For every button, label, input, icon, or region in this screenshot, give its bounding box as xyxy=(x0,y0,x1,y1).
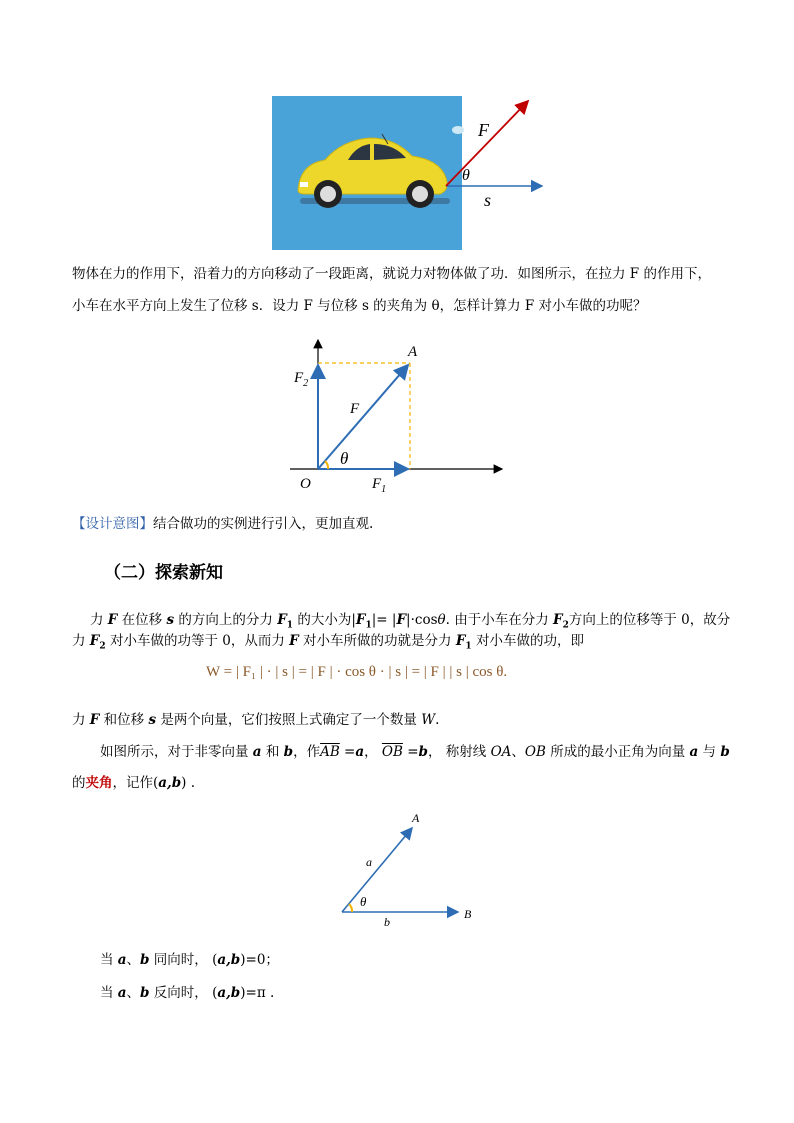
displacement-label: s xyxy=(484,190,492,210)
opposite-direction-case: 当 a、b 反向时， (a,b)=π . xyxy=(100,985,275,1001)
force-decomposition-figure xyxy=(288,338,508,500)
intro-line-1: 物体在力的作用下，沿着力的方向移动了一段距离，就说力对物体做了功．如图所示，在拉力 F 的作用下， xyxy=(72,266,711,282)
f-label: F xyxy=(350,401,360,417)
explore-line-1: 力 F 在位移 s 的方向上的分力 $F_1$ 的大小为$|F_1|= |F|\cdot\cos\theta$. 由于小车在分力 $F_2$方向上的位移等于 0，故分 xyxy=(90,612,731,631)
vector-a xyxy=(342,828,412,912)
explore-line-2: 力 $F_2$ 对小车做的功等于 0，从而力 F 对小车所做的功就是分力 $F_1$ 对小车做的功，即 xyxy=(72,633,584,652)
f1-label: $F_1$ xyxy=(372,476,387,495)
same-direction-case: 当 a、b 同向时， (a,b)=0； xyxy=(100,952,279,968)
theta-label: θ xyxy=(360,894,367,909)
vector-quantity-line: 力 F 和位移 s 是两个向量，它们按照上式确定了一个数量 W. xyxy=(72,712,440,728)
intro-line-2: 小车在水平方向上发生了位移 s．设力 F 与位移 s 的夹角为 θ，怎样计算力 F 对小车做的功呢？ xyxy=(72,298,647,314)
f2-label: $F_2$ xyxy=(294,370,309,389)
theta-label: θ xyxy=(340,449,349,468)
angle-definition-line-2: 的夹角，记作(a,b) . xyxy=(72,775,196,791)
b-label: b xyxy=(384,915,390,929)
design-intent-tag: 【设计意图】 xyxy=(72,516,153,532)
car-force-figure xyxy=(270,94,550,252)
f-vector xyxy=(318,365,408,469)
section-title: （二）探索新知 xyxy=(104,563,223,583)
force-label: F xyxy=(478,120,489,140)
angle-label: θ xyxy=(462,167,470,184)
origin-label: O xyxy=(300,476,311,492)
a-label: a xyxy=(366,855,372,869)
point-b-label: B xyxy=(464,907,472,921)
point-a-label: A xyxy=(408,344,418,360)
angle-definition-line-1: 如图所示，对于非零向量 a 和 b，作$\overline{AB} =a$， $\overline{OB} =b$， 称射线 OA、OB 所成的最小正角为向量 a 与 b xyxy=(100,744,730,760)
work-formula: W = | F₁ | · | s | = | F | · cos θ · | s | = | F | | s | cos θ. xyxy=(206,664,508,680)
design-intent: 【设计意图】结合做功的实例进行引入，更加直观. xyxy=(72,516,374,532)
angle-term: 夹角 xyxy=(85,775,113,791)
point-a-label: A xyxy=(412,811,420,825)
vector-angle-figure xyxy=(336,806,486,932)
